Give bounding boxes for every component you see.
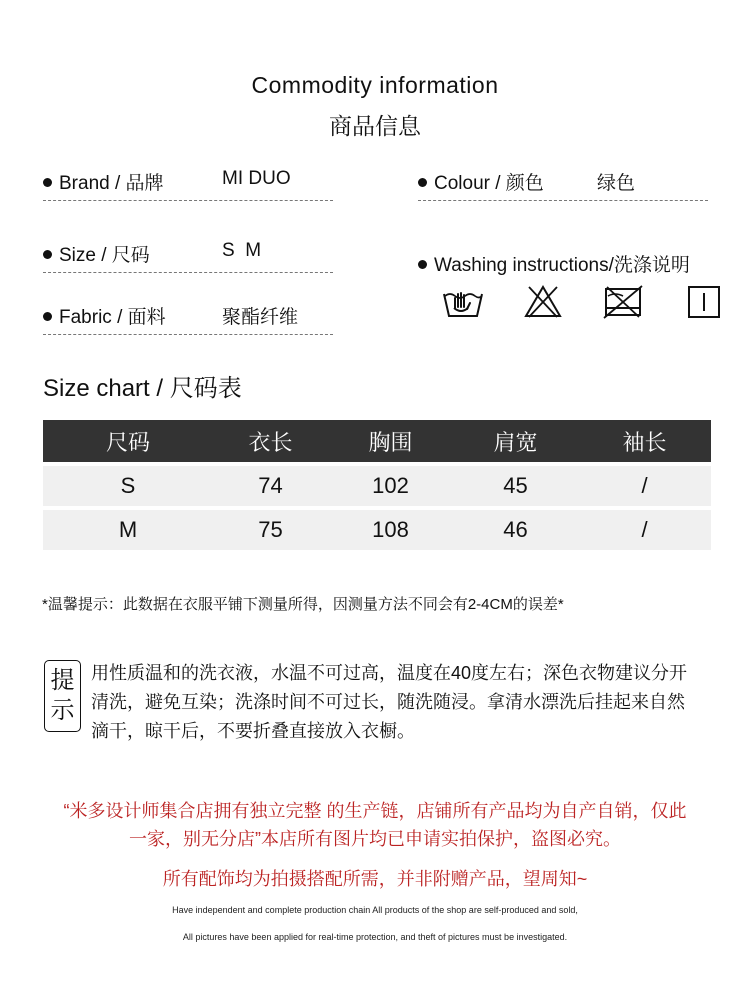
bullet-icon xyxy=(418,260,427,269)
table-header-cell: 尺码 xyxy=(43,420,213,462)
table-cell: 46 xyxy=(453,510,578,550)
divider xyxy=(43,334,333,335)
table-header-cell: 衣长 xyxy=(213,420,328,462)
size-value: S M xyxy=(222,240,262,261)
title-chinese: 商品信息 xyxy=(329,113,421,139)
size-label: Size / 尺码 xyxy=(59,245,150,266)
divider xyxy=(43,200,333,201)
table-cell: 45 xyxy=(453,466,578,506)
table-cell: M xyxy=(43,510,213,550)
divider xyxy=(43,272,333,273)
table-cell: 74 xyxy=(213,466,328,506)
no-bleach-icon xyxy=(521,284,565,320)
title-english: Commodity information xyxy=(251,72,499,98)
table-cell: 108 xyxy=(328,510,453,550)
table-cell: / xyxy=(578,510,711,550)
notice-line-2: 一家，别无分店”本店所有图片均已申请实拍保护，盗图必究。 xyxy=(129,829,621,849)
hang-dry-icon xyxy=(682,284,726,320)
notice-line-1: “米多设计师集合店拥有独立完整 的生产链，店铺所有产品均为自产自销，仅此 xyxy=(63,801,687,821)
table-cell: / xyxy=(578,466,711,506)
table-row xyxy=(43,510,711,550)
washing-label: Washing instructions/洗涤说明 xyxy=(434,255,690,276)
fabric-value: 聚酯纤维 xyxy=(222,307,299,328)
table-cell: 75 xyxy=(213,510,328,550)
bullet-icon xyxy=(43,312,52,321)
table-header-cell: 肩宽 xyxy=(453,420,578,462)
divider xyxy=(418,200,708,201)
washing-row xyxy=(418,250,690,277)
tip-badge-bottom: 示 xyxy=(50,697,75,724)
table-cell: 102 xyxy=(328,466,453,506)
bullet-icon xyxy=(43,250,52,259)
table-cell: S xyxy=(43,466,213,506)
table-header-cell: 胸围 xyxy=(328,420,453,462)
brand-label: Brand / 品牌 xyxy=(59,173,164,194)
table-header-row xyxy=(43,420,711,462)
size-table xyxy=(43,416,711,554)
bullet-icon xyxy=(418,178,427,187)
no-tumble-dry-icon xyxy=(601,284,645,320)
measurement-note: *温馨提示：此数据在衣服平铺下测量所得，因测量方法不同会有2-4CM的误差* xyxy=(42,596,564,613)
tip-badge-top: 提 xyxy=(50,667,75,694)
fabric-label: Fabric / 面料 xyxy=(59,307,166,328)
size-chart-title: Size chart / 尺码表 xyxy=(43,375,242,402)
washing-tip-text: 用性质温和的洗衣液，水温不可过高，温度在40度左右；深色衣物建议分开清洗，避免互染；洗涤时间不可过长，随洗随浸。拿清水漂洗后挂起来自然滴干，晾干后，不要折叠直接放入衣橱。 xyxy=(91,663,688,741)
size-row xyxy=(43,240,150,267)
brand-row xyxy=(43,168,164,195)
table-row xyxy=(43,466,711,506)
tip-badge xyxy=(44,660,81,732)
colour-row xyxy=(418,168,544,195)
colour-label: Colour / 颜色 xyxy=(434,173,544,194)
notice-english-2: All pictures have been applied for real-time protection, and theft of pictures must be investigated. xyxy=(182,932,568,942)
notice-english-1: Have independent and complete production chain All products of the shop are self-produced and sold, xyxy=(172,905,578,915)
table-header-cell: 袖长 xyxy=(578,420,711,462)
brand-value: MI DUO xyxy=(222,168,291,189)
hand-wash-icon xyxy=(441,284,485,320)
fabric-row xyxy=(43,302,166,329)
notice-line-3: 所有配饰均为拍摄搭配所需，并非附赠产品，望周知~ xyxy=(162,869,588,889)
bullet-icon xyxy=(43,178,52,187)
colour-value: 绿色 xyxy=(597,173,636,194)
